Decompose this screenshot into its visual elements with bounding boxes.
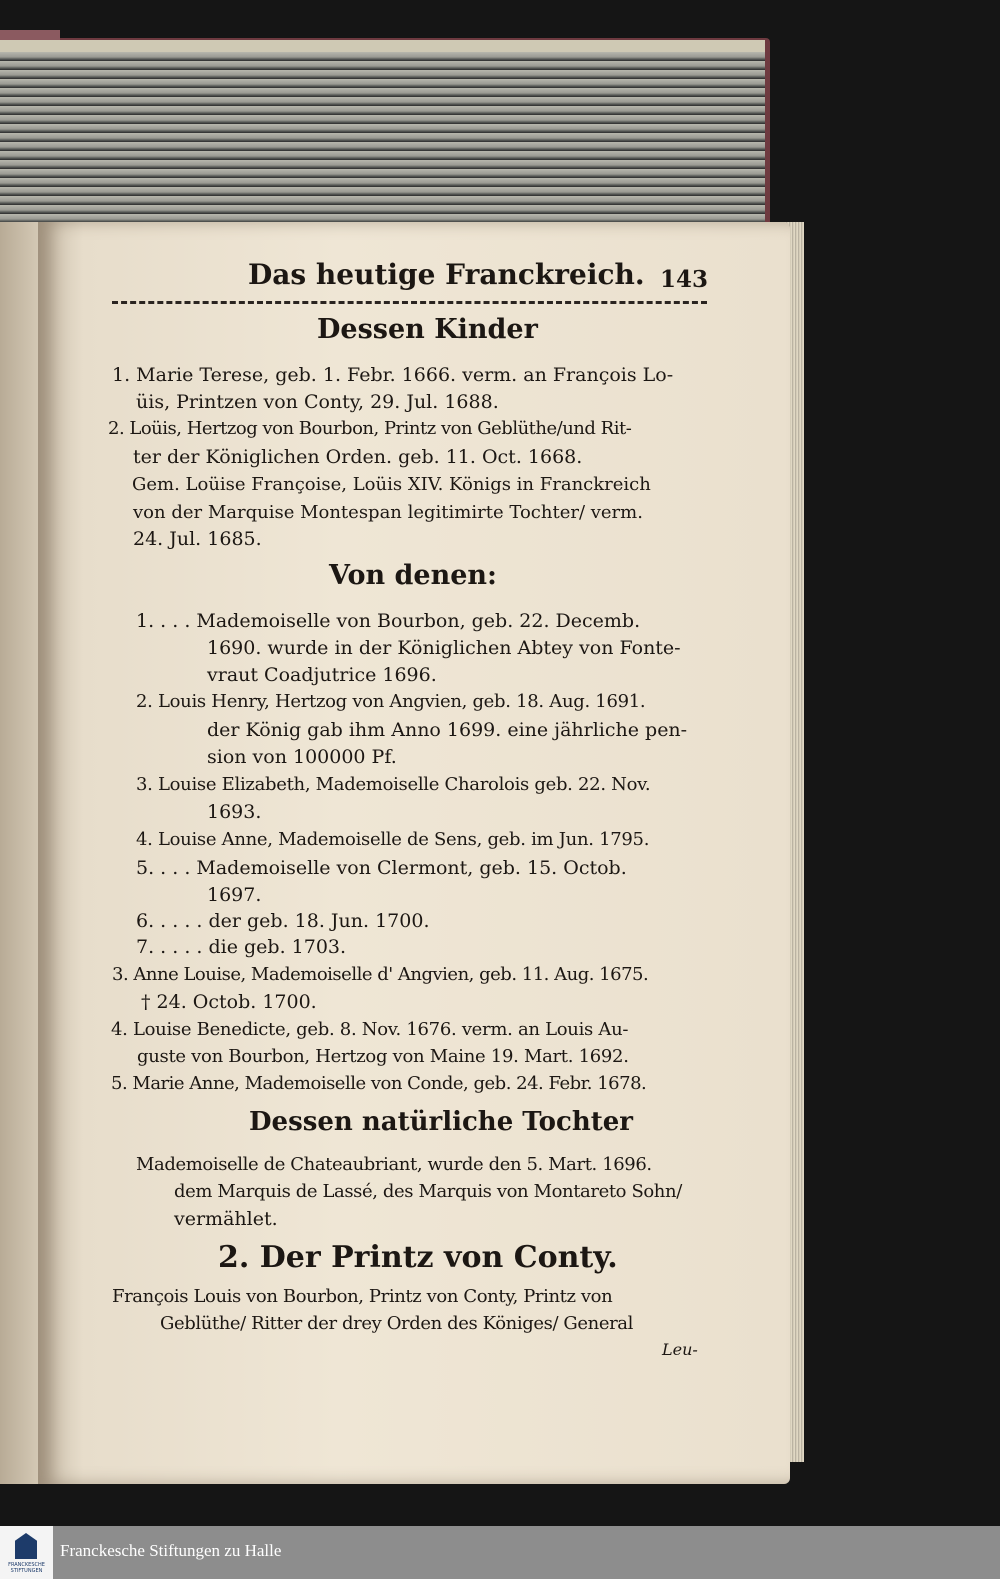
text-line: 7. . . . . die geb. 1703. xyxy=(136,936,347,958)
institution-logo-icon xyxy=(15,1533,37,1559)
text-line: François Louis von Bourbon, Printz von Conty, Printz von xyxy=(112,1286,613,1307)
running-head: Das heutige Franckreich. xyxy=(248,258,645,291)
text-line: Geblüthe/ Ritter der drey Orden des Königes/ General xyxy=(160,1313,633,1334)
header-rule xyxy=(112,301,707,304)
text-line: von der Marquise Montespan legitimirte Tochter/ verm. xyxy=(133,502,643,523)
text-line: ter der Königlichen Orden. geb. 11. Oct. 1668. xyxy=(133,446,583,468)
text-line: 1693. xyxy=(207,801,262,823)
institution-name: Franckesche Stiftungen zu Halle xyxy=(60,1541,282,1560)
text-line: 6. . . . . der geb. 18. Jun. 1700. xyxy=(136,910,430,932)
page-number: 143 xyxy=(660,266,709,293)
text-line: Mademoiselle de Chateaubriant, wurde den 5. Mart. 1696. xyxy=(136,1154,652,1175)
text-line: dem Marquis de Lassé, des Marquis von Montareto Sohn/ xyxy=(174,1181,682,1202)
text-line: 1690. wurde in der Königlichen Abtey von Fonte- xyxy=(207,637,681,659)
text-line: Gem. Loüise Françoise, Loüis XIV. Königs in Franckreich xyxy=(132,474,651,495)
text-line: 4. Louise Anne, Mademoiselle de Sens, geb. im Jun. 1795. xyxy=(136,829,650,850)
text-line: vraut Coadjutrice 1696. xyxy=(207,664,437,686)
footer-bar xyxy=(0,1526,1000,1579)
text-line: 5. . . . Mademoiselle von Clermont, geb. 15. Octob. xyxy=(136,857,627,879)
text-line: der König gab ihm Anno 1699. eine jährliche pen- xyxy=(207,719,688,741)
text-line: 3. Louise Elizabeth, Mademoiselle Charolois geb. 22. Nov. xyxy=(136,774,651,795)
text-line: 2. Loüis, Hertzog von Bourbon, Printz von Geblüthe/und Rit- xyxy=(108,418,632,439)
text-line: sion von 100000 Pf. xyxy=(207,746,397,768)
text-line: guste von Bourbon, Hertzog von Maine 19. Mart. 1692. xyxy=(137,1046,629,1067)
page-edges xyxy=(0,52,765,232)
catchword: Leu- xyxy=(662,1340,698,1359)
text-line: üis, Printzen von Conty, 29. Jul. 1688. xyxy=(136,391,499,413)
text-line: 24. Jul. 1685. xyxy=(133,528,262,550)
text-line: † 24. Octob. 1700. xyxy=(141,991,317,1013)
text-line: 2. Louis Henry, Hertzog von Angvien, geb. 18. Aug. 1691. xyxy=(136,691,646,712)
logo-text: FRANCKESCHE STIFTUNGEN xyxy=(8,1562,45,1574)
text-line: vermählet. xyxy=(174,1208,278,1230)
text-line: 1697. xyxy=(207,884,262,906)
text-line: 3. Anne Louise, Mademoiselle d' Angvien, geb. 11. Aug. 1675. xyxy=(112,964,649,985)
subheading: Von denen: xyxy=(329,560,497,591)
text-line: 5. Marie Anne, Mademoiselle von Conde, geb. 24. Febr. 1678. xyxy=(111,1073,647,1094)
text-line: 1. . . . Mademoiselle von Bourbon, geb. 22. Decemb. xyxy=(136,610,641,632)
institution-logo xyxy=(0,1526,53,1579)
text-line: 4. Louise Benedicte, geb. 8. Nov. 1676. verm. an Louis Au- xyxy=(111,1019,629,1040)
section-heading: Dessen natürliche Tochter xyxy=(249,1107,633,1137)
section-heading: 2. Der Printz von Conty. xyxy=(218,1240,618,1275)
text-line: 1. Marie Terese, geb. 1. Febr. 1666. verm. an François Lo- xyxy=(112,364,674,386)
section-heading: Dessen Kinder xyxy=(317,314,538,345)
